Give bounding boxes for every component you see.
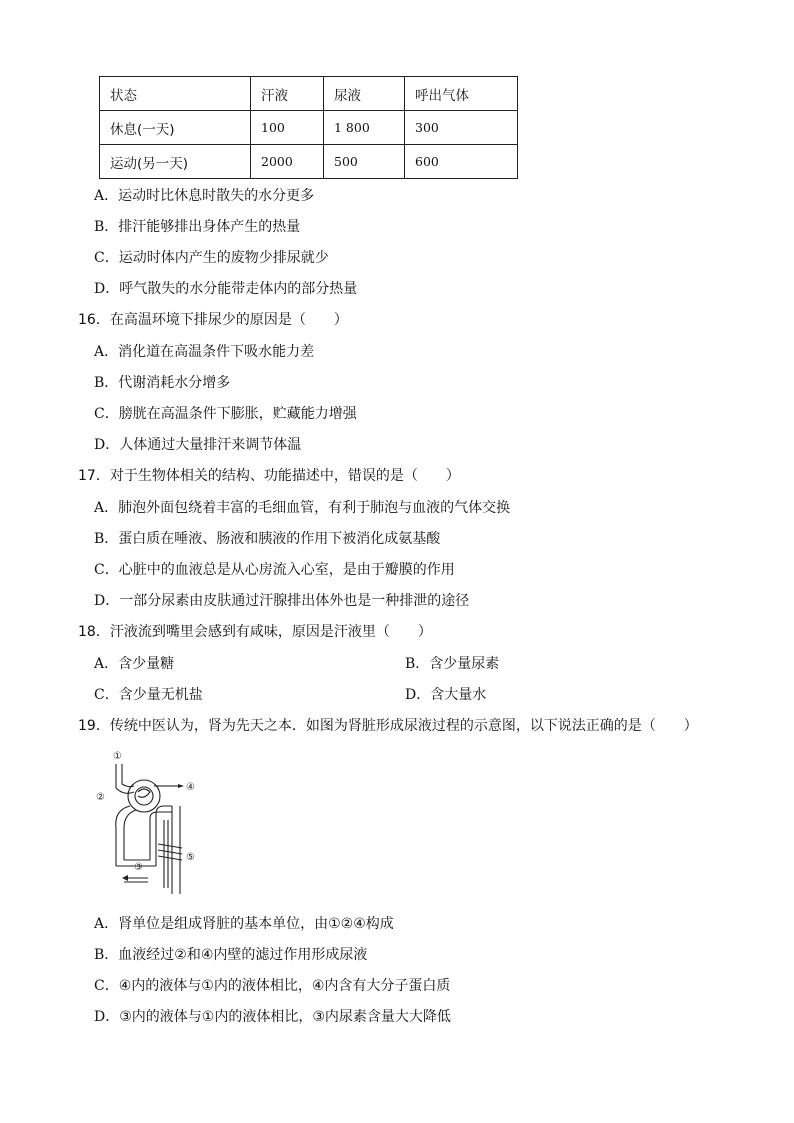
q15-option-b: B．排汗能够排出身体产生的热量 <box>94 219 301 235</box>
label-5: ⑤ <box>186 852 195 863</box>
glomerulus-coil <box>138 789 150 797</box>
table-cell: 运动(另一天) <box>100 145 251 179</box>
q17-option-b: B．蛋白质在唾液、肠液和胰液的作用下被消化成氨基酸 <box>94 531 441 547</box>
label-1: ① <box>113 751 122 762</box>
table-cell: 600 <box>405 145 518 179</box>
label-2: ② <box>96 792 105 803</box>
q18-option-b: B．含少量尿素 <box>405 656 500 672</box>
q16-option-a: A．消化道在高温条件下吸水能力差 <box>94 344 315 360</box>
label-4: ④ <box>186 782 195 793</box>
q19-option-b: B．血液经过②和④内壁的滤过作用形成尿液 <box>94 947 368 963</box>
table-cell: 1 800 <box>324 111 405 145</box>
table-header-row <box>100 77 518 111</box>
glomerulus-shape <box>135 787 153 805</box>
table-header-cell: 尿液 <box>324 77 405 111</box>
table-row <box>100 145 518 179</box>
q19-stem: 19．传统中医认为，肾为先天之本．如图为肾脏形成尿液过程的示意图，以下说法正确的是（ ） <box>78 718 698 734</box>
arrow-line <box>158 856 182 860</box>
q16-option-d: D．人体通过大量排汗来调节体温 <box>94 437 302 453</box>
q17-option-c: C．心脏中的血液总是从心房流入心室，是由于瓣膜的作用 <box>94 562 455 578</box>
table-header-cell: 呼出气体 <box>405 77 518 111</box>
label-3: ③ <box>134 862 143 873</box>
q16-option-c: C．膀胱在高温条件下膨胀，贮藏能力增强 <box>94 406 357 422</box>
q17-option-d: D．一部分尿素由皮肤通过汗腺排出体外也是一种排泄的途径 <box>94 593 470 609</box>
table-header-cell: 状态 <box>100 77 251 111</box>
q18-option-d: D．含大量水 <box>405 687 487 703</box>
water-loss-table <box>99 76 518 179</box>
q16-stem: 16．在高温环境下排尿少的原因是（ ） <box>78 312 348 328</box>
arrow-head <box>178 784 184 788</box>
q16-option-b: B．代谢消耗水分增多 <box>94 375 231 391</box>
table-cell: 休息(一天) <box>100 111 251 145</box>
q15-option-c: C．运动时体内产生的废物少排尿就少 <box>94 250 329 266</box>
q19-option-d: D．③内的液体与①内的液体相比，③内尿素含量大大降低 <box>94 1009 451 1025</box>
tubule-line <box>124 810 136 828</box>
q15-option-a: A．运动时比休息时散失的水分更多 <box>94 188 315 204</box>
table-cell: 500 <box>324 145 405 179</box>
q19-option-c: C．④内的液体与①内的液体相比，④内含有大分子蛋白质 <box>94 978 451 994</box>
table-cell: 2000 <box>251 145 324 179</box>
vessel-line <box>116 788 134 793</box>
arrow-line <box>158 844 182 848</box>
table-row <box>100 111 518 145</box>
table-header-cell: 汗液 <box>251 77 324 111</box>
q19-option-a: A．肾单位是组成肾脏的基本单位，由①②④构成 <box>94 916 394 932</box>
q18-option-a: A．含少量糖 <box>94 656 175 672</box>
q17-option-a: A．肺泡外面包绕着丰富的毛细血管，有利于肺泡与血液的气体交换 <box>94 500 511 516</box>
table-cell: 100 <box>251 111 324 145</box>
q18-option-c: C．含少量无机盐 <box>94 687 203 703</box>
arrow-head <box>122 875 128 881</box>
tubule-line <box>116 806 130 828</box>
nephron-diagram <box>94 748 216 898</box>
table-cell: 300 <box>405 111 518 145</box>
tubule-line <box>150 812 172 860</box>
q17-stem: 17．对于生物体相关的结构、功能描述中，错误的是（ ） <box>78 468 460 484</box>
q15-option-d: D．呼气散失的水分能带走体内的部分热量 <box>94 281 358 297</box>
capsule-shape <box>128 780 160 812</box>
q18-stem: 18．汗液流到嘴里会感到有咸味，原因是汗液里（ ） <box>78 624 432 640</box>
arrow-line <box>158 850 182 854</box>
